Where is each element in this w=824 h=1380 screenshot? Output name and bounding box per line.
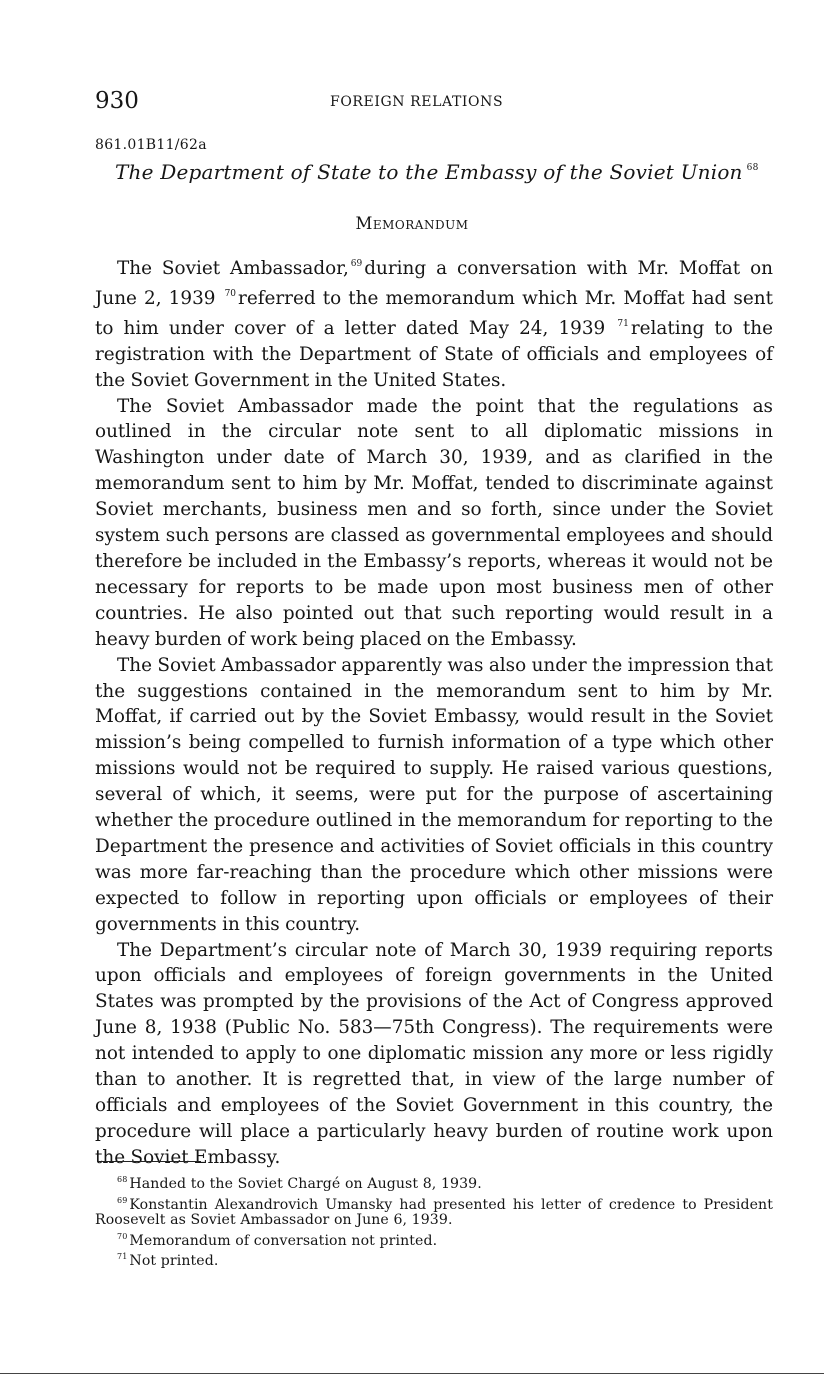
memorandum-body [95, 252, 773, 1171]
paragraph-text: relating to the registration with the Department of State of officials and employees of the Soviet Government in the United States. [95, 317, 773, 391]
footnote-text: Memorandum of conversation not printed. [129, 1232, 438, 1249]
paragraph [95, 938, 773, 1171]
paragraph [95, 252, 773, 394]
footnote-text: Konstantin Alexandrovich Umansky had presented his letter of credence to President Roosevelt as Soviet Ambassador on June 6, 1939. [95, 1196, 773, 1228]
footnote-number: 68 [117, 1175, 128, 1184]
memorandum-heading: Memorandum [355, 214, 469, 233]
file-number: 861.01B11/62a [95, 137, 207, 153]
document-title-text: The Department of State to the Embassy of the Soviet Union [115, 160, 743, 184]
footnote [95, 1229, 773, 1250]
footnote-ref: 69 [350, 259, 363, 269]
footnote [95, 1249, 773, 1270]
page-number: 930 [95, 88, 139, 114]
paragraph [95, 653, 773, 938]
paragraph-text: The Soviet Ambassador apparently was also under the impression that the suggestions contained in the memorandum sent to him by Mr. Moffat, if carried out by the Soviet Embassy, would result in the Soviet mission’s being compelled to furnish information of a type which other missions would not be required to supply. He raised various questions, several of which, it seems, were put for the purpose of ascertaining whether the procedure outlined in the memorandum for reporting to the Department the presence and activities of Soviet officials in this country was more far-reaching than the procedure which other missions were expected to follow in reporting upon officials or employees of their governments in this country. [95, 654, 773, 935]
footnote-ref: 68 [746, 163, 759, 173]
paragraph [95, 394, 773, 653]
footnote-text: Not printed. [129, 1253, 219, 1269]
paragraph-text: The Soviet Ambassador made the point that the regulations as outlined in the circular note sent to all diplomatic missions in Washington under date of March 30, 1939, and as clarified in the memorandum sent to him by Mr. Moffat, tended to discriminate against Soviet merchants, business men and so forth, since under the Soviet system such persons are classed as governmental employees and should therefore be included in the Embassy’s reports, whereas it would not be necessary for reports to be made upon most business men of other countries. He also pointed out that such reporting would result in a heavy burden of work being placed on the Embassy. [95, 395, 773, 650]
paragraph-text: during a conversation with Mr. Moffat on June 2, 1939 [95, 258, 773, 309]
paragraph-text: The Department’s circular note of March 30, 1939 requiring reports upon officials and employees of foreign governments in the United States was prompted by the provisions of the Act of Congress approved June 8, 1938 (Public No. 583—75th Congress). The requirements were not intended to apply to one diplomatic mission any more or less rigidly than to another. It is regretted that, in view of the large number of officials and employees of the Soviet Government in this country, the procedure will place a particularly heavy burden of routine work upon the Soviet Embassy. [95, 939, 773, 1168]
running-head: FOREIGN RELATIONS [330, 94, 504, 110]
footnotes [95, 1172, 773, 1270]
footnote-divider [97, 1161, 201, 1162]
footnote-number: 71 [117, 1252, 128, 1261]
footnote-ref: 70 [224, 288, 237, 299]
paragraph-text: referred to the memorandum which Mr. Moffat had sent to him under cover of a letter dated May 24, 1939 [95, 287, 773, 339]
footnote-number: 69 [117, 1195, 128, 1205]
footnote [95, 1172, 773, 1193]
footnote-text: Handed to the Soviet Chargé on August 8, 1939. [129, 1176, 482, 1192]
footnote-number: 70 [117, 1231, 128, 1241]
footnote-ref: 71 [617, 318, 629, 329]
footnote [95, 1193, 773, 1229]
document-title [115, 160, 759, 184]
paragraph-text: The Soviet Ambassador, [117, 258, 349, 279]
page-edge-line [0, 1373, 824, 1374]
